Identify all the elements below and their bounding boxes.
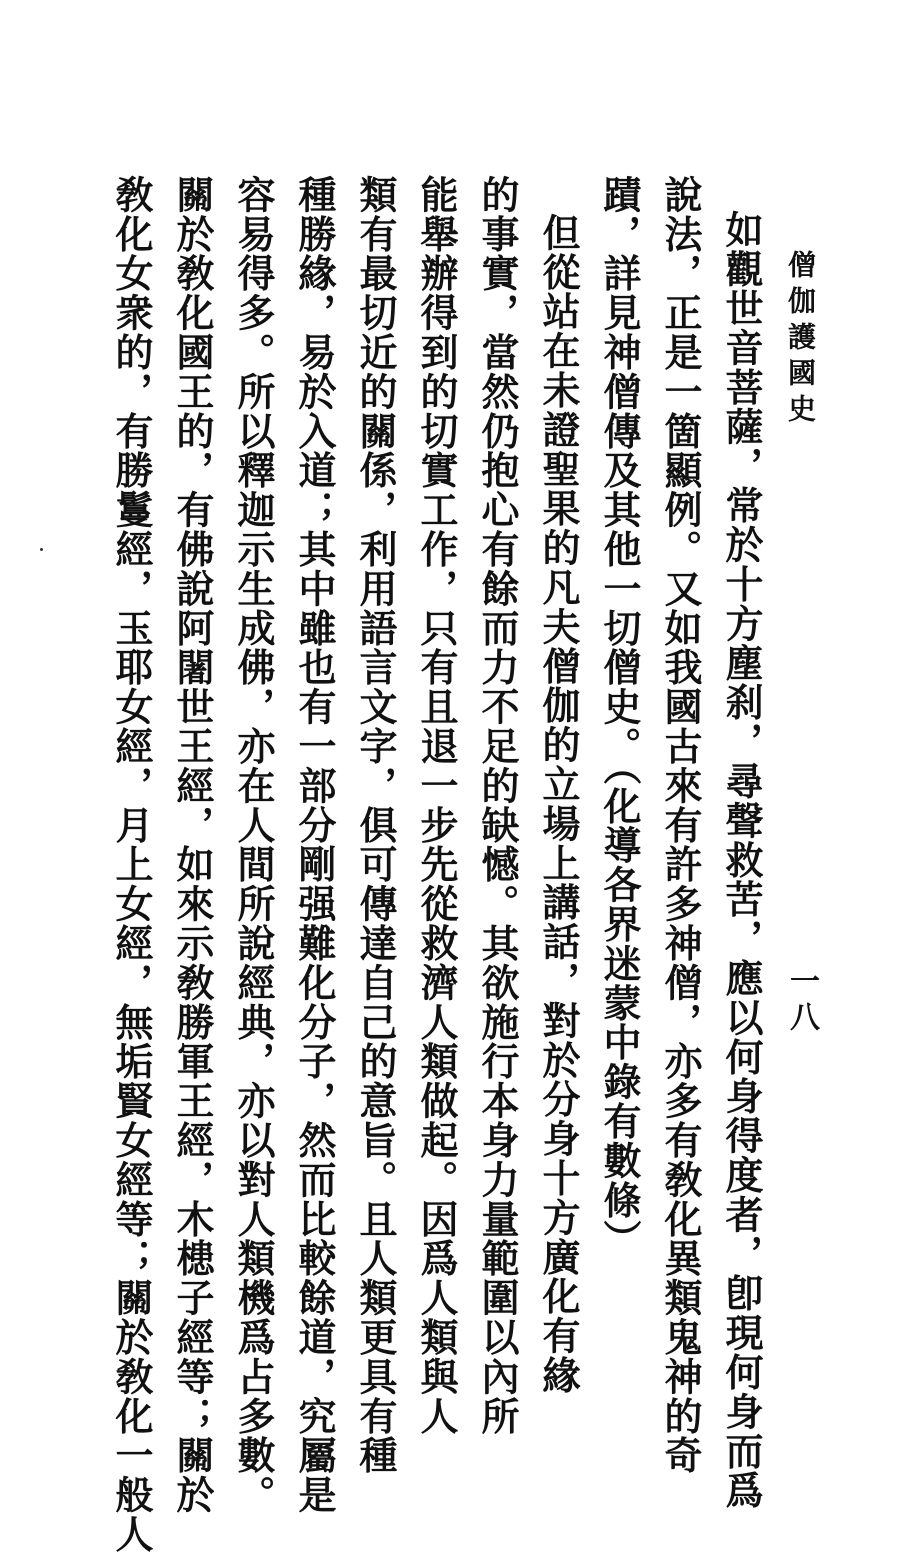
- text-column-11: 敎化女衆的，有勝鬘經，玉耶女經，月上女經，無垢賢女經等；關於敎化一般人: [109, 175, 154, 1554]
- text-column-2: 說法，正是一箇顯例。又如我國古來有許多神僧，亦多有敎化異類鬼神的奇: [658, 175, 703, 1476]
- scan-speck: [40, 548, 43, 551]
- text-column-1: 如觀世音菩薩，常於十方塵刹，尋聲救苦，應以何身得度者，卽現何身而爲: [719, 210, 764, 1511]
- text-column-10: 關於敎化國王的，有佛說阿闍世王經，如來示敎勝軍王經，木槵子經等；關於: [170, 175, 215, 1515]
- text-column-3: 蹟，詳見神僧傳及其他一切僧史。（化導各界迷蒙中錄有數條）: [597, 175, 642, 1260]
- page-number: 一八: [784, 965, 819, 1037]
- text-column-7: 類有最切近的關係，利用語言文字，俱可傳達自己的意旨。且人類更具有種: [353, 175, 398, 1476]
- text-column-9: 容易得多。所以釋迦示生成佛，亦在人間所說經典，亦以對人類機爲占多數。: [231, 175, 276, 1515]
- running-header-title: 僧伽護國史: [784, 250, 817, 430]
- text-column-6: 能舉辦得到的切實工作，只有且退一步先從救濟人類做起。因爲人類與人: [414, 175, 459, 1436]
- text-column-4: 但從站在未證聖果的凡夫僧伽的立場上講話，對於分身十方廣化有緣: [536, 213, 581, 1395]
- text-column-8: 種勝緣，易於入道；其中雖也有一部分剛强難化分子，然而比較餘道，究屬是: [292, 175, 337, 1515]
- text-column-5: 的事實，當然仍抱心有餘而力不足的缺憾。其欲施行本身力量範圍以內所: [475, 175, 520, 1436]
